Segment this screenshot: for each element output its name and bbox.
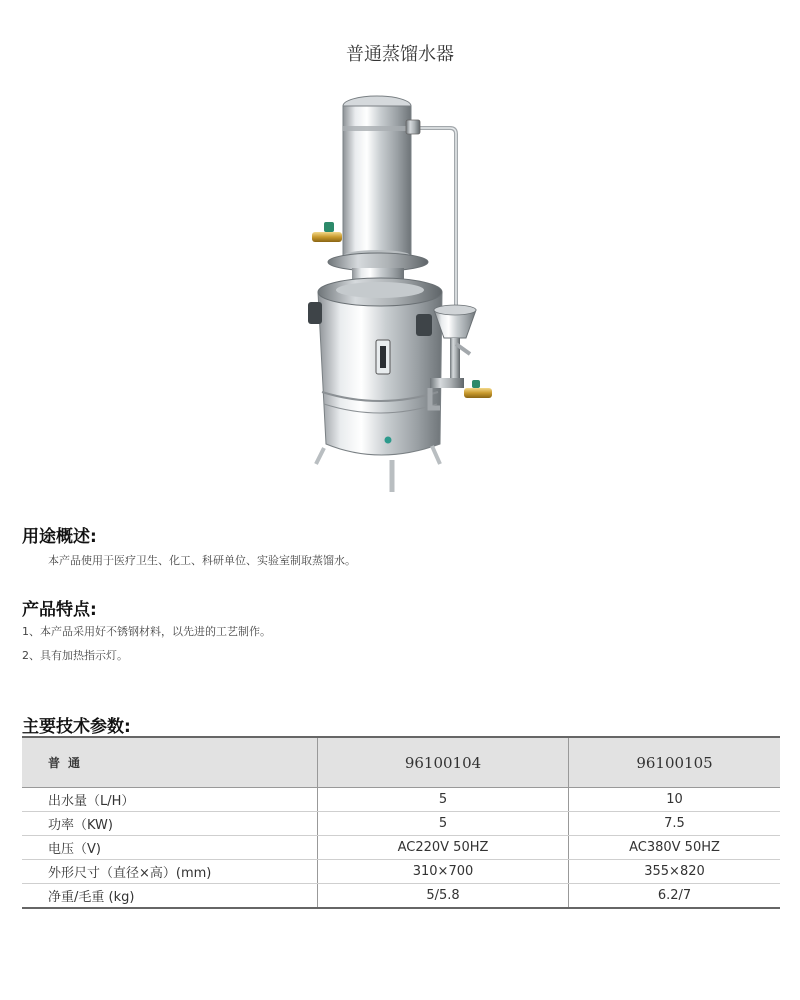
spec-row-label: 外形尺寸（直径×高）(mm) bbox=[22, 860, 318, 884]
table-row bbox=[22, 812, 780, 836]
spec-cell: 355×820 bbox=[569, 860, 781, 884]
spec-row-label: 出水量（L/H） bbox=[22, 788, 318, 812]
feature-item: 2、具有加热指示灯。 bbox=[22, 649, 128, 662]
product-image bbox=[300, 92, 500, 496]
table-row bbox=[22, 836, 780, 860]
spec-row-label: 净重/毛重 (kg) bbox=[22, 884, 318, 909]
spec-cell: AC220V 50HZ bbox=[318, 836, 569, 860]
spec-cell: 5 bbox=[318, 812, 569, 836]
table-row bbox=[22, 884, 780, 909]
spec-cell: 310×700 bbox=[318, 860, 569, 884]
spec-cell: 6.2/7 bbox=[569, 884, 781, 909]
spec-header-label: 普通 bbox=[22, 737, 318, 788]
spec-cell: 7.5 bbox=[569, 812, 781, 836]
feature-item: 1、本产品采用好不锈钢材料，以先进的工艺制作。 bbox=[22, 625, 271, 638]
spec-row-label: 电压（V) bbox=[22, 836, 318, 860]
spec-model-header: 96100104 bbox=[318, 737, 569, 788]
spec-cell: 10 bbox=[569, 788, 781, 812]
specs-heading: 主要技术参数: bbox=[22, 717, 131, 737]
spec-cell: AC380V 50HZ bbox=[569, 836, 781, 860]
spec-cell: 5 bbox=[318, 788, 569, 812]
spec-row-label: 功率（KW) bbox=[22, 812, 318, 836]
usage-heading: 用途概述: bbox=[22, 527, 97, 547]
spec-model-header: 96100105 bbox=[569, 737, 781, 788]
spec-cell: 5/5.8 bbox=[318, 884, 569, 909]
features-heading: 产品特点: bbox=[22, 600, 97, 620]
table-row bbox=[22, 788, 780, 812]
spec-header-row bbox=[22, 737, 780, 788]
table-row bbox=[22, 860, 780, 884]
usage-text: 本产品使用于医疗卫生、化工、科研单位、实验室制取蒸馏水。 bbox=[48, 554, 356, 567]
page-title: 普通蒸馏水器 bbox=[346, 44, 454, 65]
spec-table bbox=[22, 736, 780, 909]
